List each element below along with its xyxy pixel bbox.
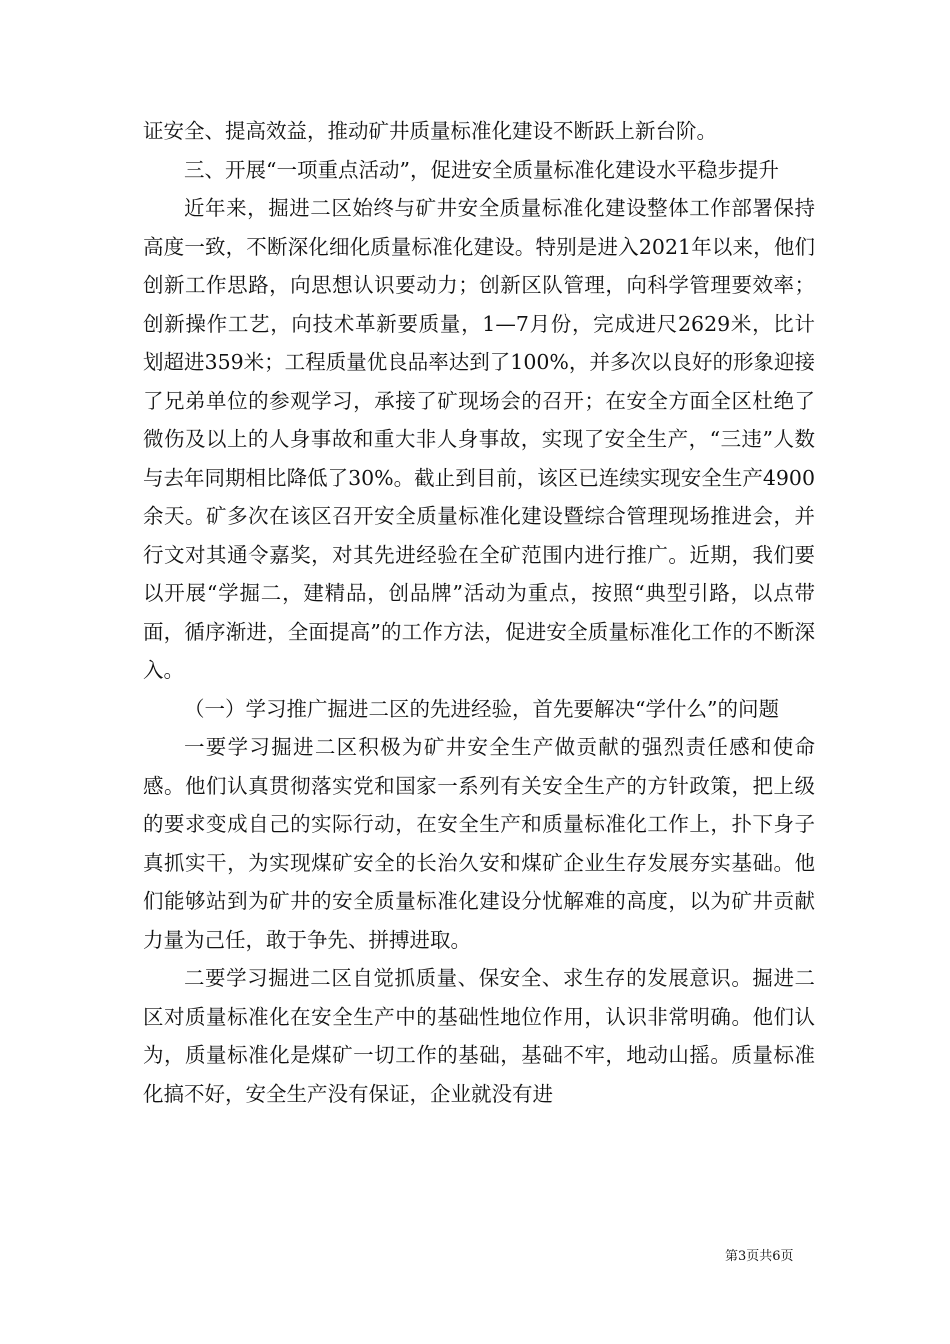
paragraph-intro: 近年来，掘进二区始终与矿井安全质量标准化建设整体工作部署保持高度一致，不断深化细化质量标准化建设。特别是进入2021年以来，他们创新工作思路，向思想认识要动力；创新区队管理，向科学管理要效率；创新操作工艺，向技术革新要质量，1—7月份，完成进尺2629米，比计划超进359米；工程质量优良品率达到了100%，并多次以良好的形象迎接了兄弟单位的参观学习，承接了矿现场会的召开；在安全方面全区杜绝了微伤及以上的人身事故和重大非人身事故，实现了安全生产，“三违”人数与去年同期相比降低了30%。截止到目前，该区已连续实现安全生产4900余天。矿多次在该区召开安全质量标准化建设暨综合管理现场推进会，并行文对其通令嘉奖，对其先进经验在全矿范围内进行推广。近期，我们要以开展“学掘二，建精品，创品牌”活动为重点，按照“典型引路，以点带面，循序渐进，全面提高”的工作方法，促进安全质量标准化工作的不断深入。 [143,196,815,682]
page-number-footer: 第3页共6页 [725,1249,794,1264]
document-body [143,112,815,1113]
paragraph-point-two: 二要学习掘进二区自觉抓质量、保安全、求生存的发展意识。掘进二区对质量标准化在安全生产中的基础性地位作用，认识非常明确。他们认为，质量标准化是煤矿一切工作的基础，基础不牢，地动山摇。质量标准化搞不好，安全生产没有保证，企业就没有进 [143,966,815,1106]
section-heading-three: 三、开展“一项重点活动”，促进安全质量标准化建设水平稳步提升 [184,157,779,182]
paragraph-continuation: 证安全、提高效益，推动矿井质量标准化建设不断跃上新台阶。 [143,119,717,143]
paragraph-point-one: 一要学习掘进二区积极为矿井安全生产做贡献的强烈责任感和使命感。他们认真贯彻落实党和国家一系列有关安全生产的方针政策，把上级的要求变成自己的实际行动，在安全生产和质量标准化工作上，扑下身子真抓实干，为实现煤矿安全的长治久安和煤矿企业生存发展夯实基础。他们能够站到为矿井的安全质量标准化建设分忧解难的高度，以为矿井贡献力量为己任，敢于争先、拼搏进取。 [143,735,815,952]
subsection-heading-one: （一）学习推广掘进二区的先进经验，首先要解决“学什么”的问题 [184,696,779,721]
